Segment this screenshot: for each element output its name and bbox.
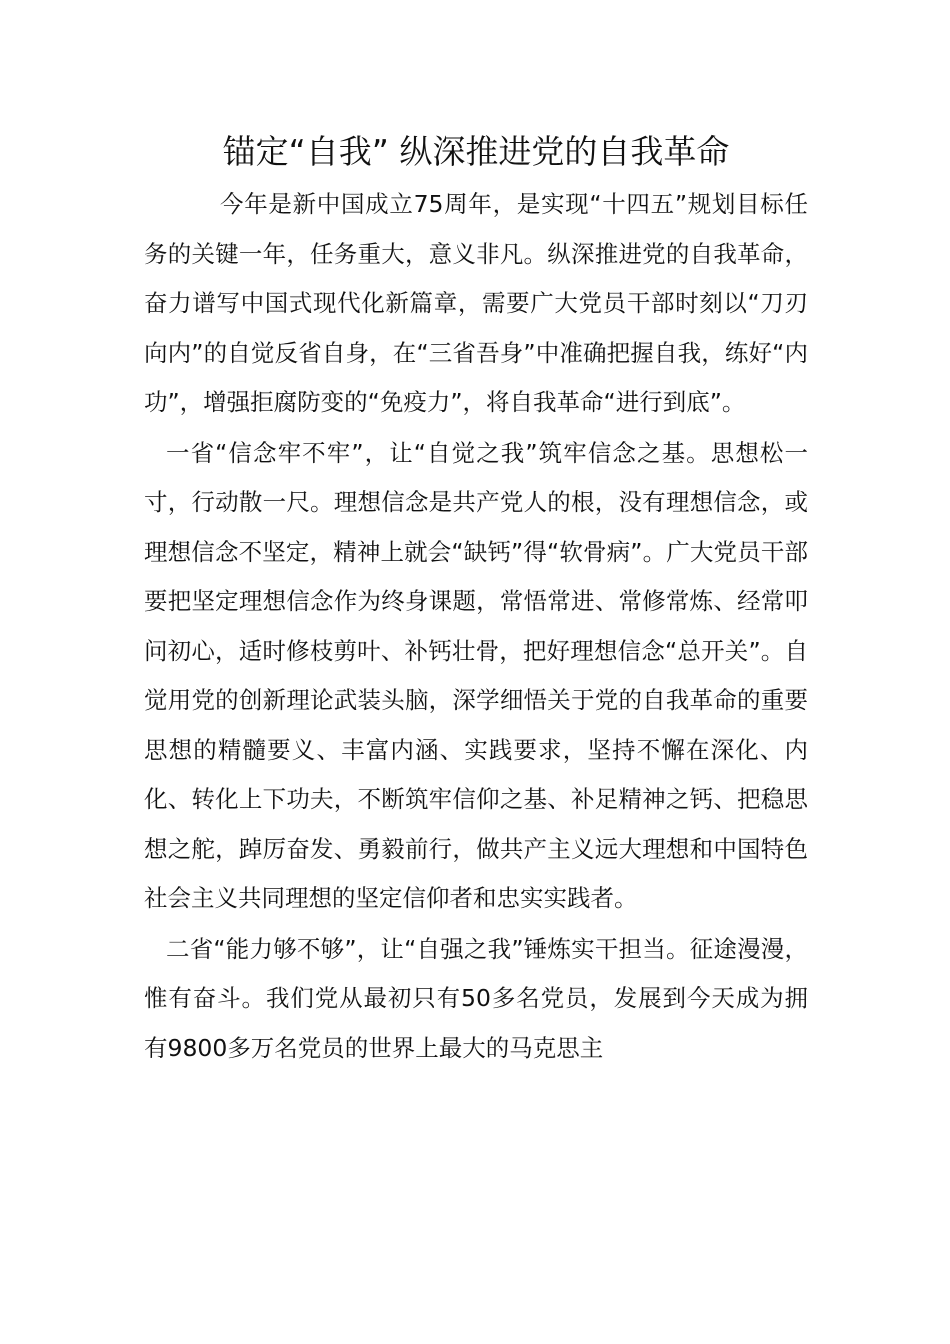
paragraph-intro: 今年是新中国成立75周年，是实现“十四五”规划目标任务的关键一年，任务重大，意义非凡。纵深推进党的自我革命，奋力谱写中国式现代化新篇章，需要广大党员干部时刻以“刀刃向内”的自觉反省自身，在“三省吾身”中准确把握自我，练好“内功”，增强拒腐防变的“免疫力”，将自我革命“进行到底”。 [144, 190, 808, 416]
paragraph-second-reflection: 二省“能力够不够”，让“自强之我”锤炼实干担当。征途漫漫，惟有奋斗。我们党从最初只有50多名党员，发展到今天成为拥有9800多万名党员的世界上最大的马克思主 [144, 934, 808, 1062]
document-page [144, 124, 808, 1073]
document-title: 锚定“自我” 纵深推进党的自我革命 [222, 132, 730, 171]
paragraph-first-reflection: 一省“信念牢不牢”，让“自觉之我”筑牢信念之基。思想松一寸，行动散一尺。理想信念是共产党人的根，没有理想信念，或理想信念不坚定，精神上就会“缺钙”得“软骨病”。广大党员干部要把坚定理想信念作为终身课题，常悟常进、常修常炼、经常叩问初心，适时修枝剪叶、补钙壮骨，把好理想信念“总开关”。自觉用党的创新理论武装头脑，深学细悟关于党的自我革命的重要思想的精髓要义、丰富内涵、实践要求，坚持不懈在深化、内化、转化上下功夫，不断筑牢信仰之基、补足精神之钙、把稳思想之舵，踔厉奋发、勇毅前行，做共产主义远大理想和中国特色社会主义共同理想的坚定信仰者和忠实实践者。 [144, 438, 808, 912]
